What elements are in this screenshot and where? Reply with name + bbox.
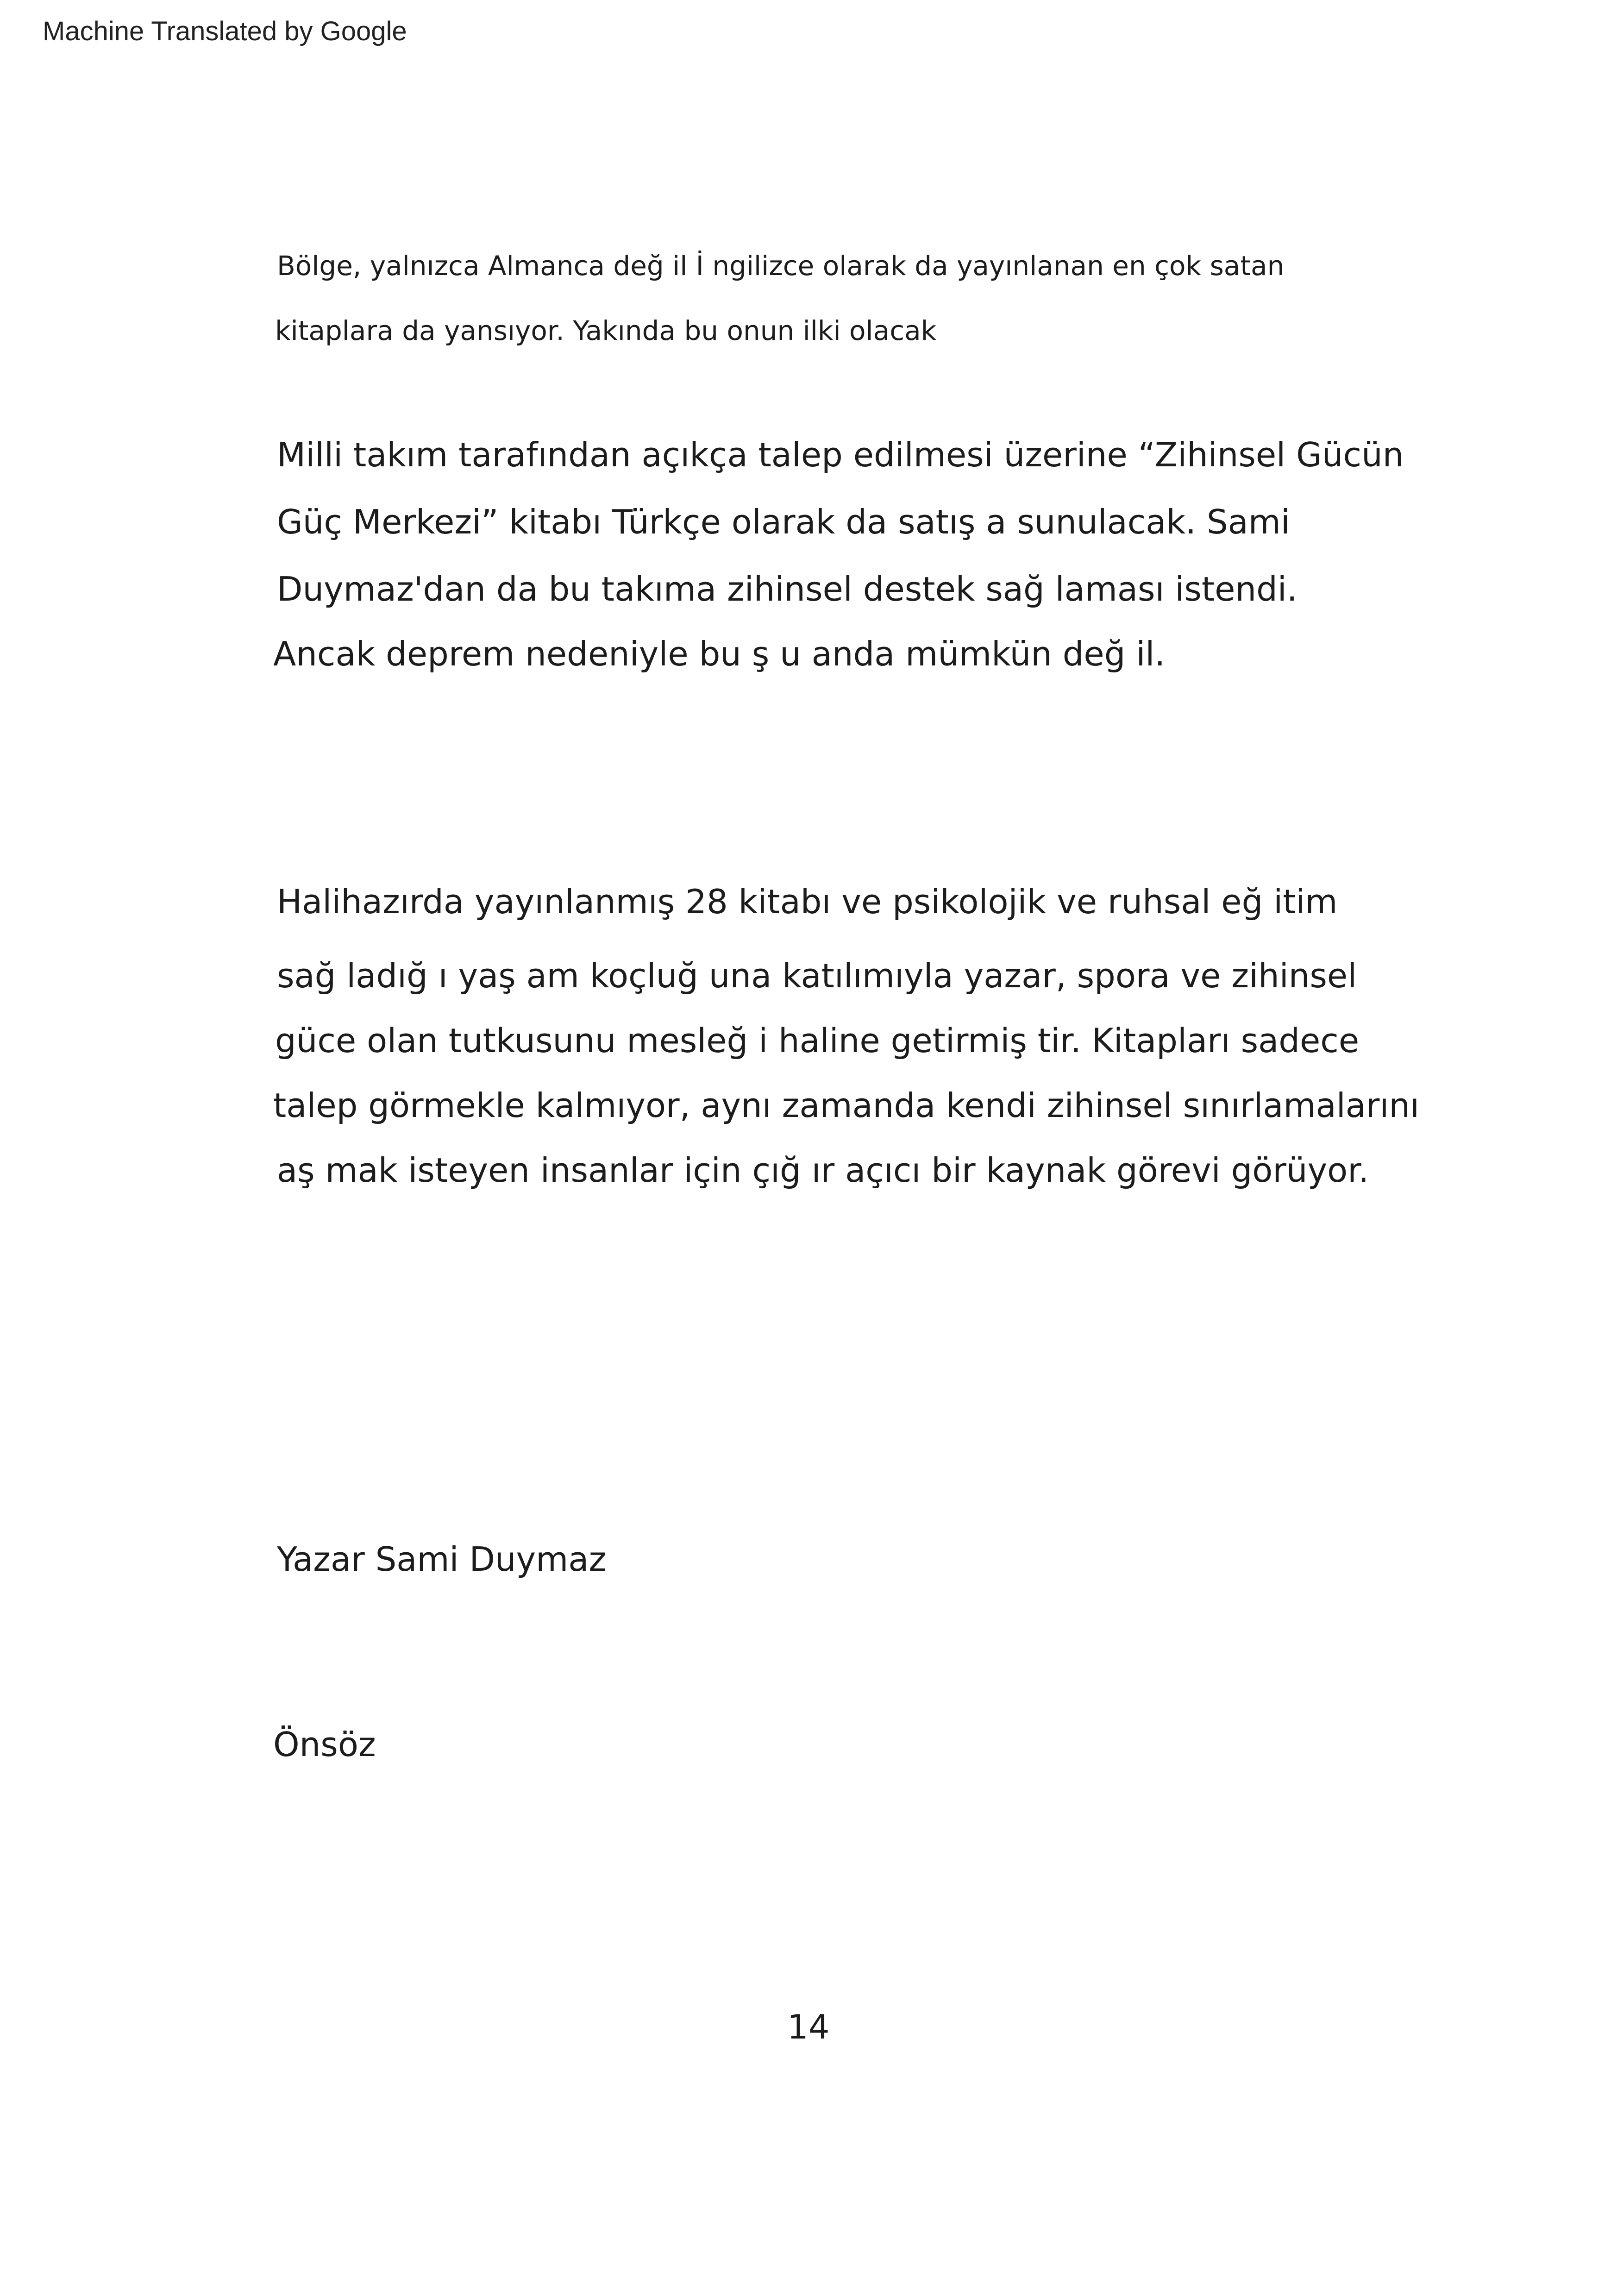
intro-line-2: kitaplara da yansıyor. Yakında bu onun ilki olacak — [275, 315, 937, 346]
paragraph1-line-2: Güç Merkezi” kitabı Türkçe olarak da satış a sunulacak. Sami — [277, 502, 1290, 541]
paragraph2-line-2: sağ ladığ ı yaş am koçluğ una katılımıyla yazar, spora ve zihinsel — [277, 956, 1357, 995]
paragraph2-line-4: talep görmekle kalmıyor, aynı zamanda kendi zihinsel sınırlamalarını — [273, 1086, 1420, 1125]
author-signature: Yazar Sami Duymaz — [277, 1540, 607, 1579]
paragraph1-line-4: Ancak deprem nedeniyle bu ş u anda mümkün değ il. — [273, 634, 1166, 673]
paragraph2-line-3: güce olan tutkusunu mesleğ i haline getirmiş tir. Kitapları sadece — [275, 1021, 1360, 1060]
page-number: 14 — [787, 2007, 830, 2046]
machine-translation-note: Machine Translated by Google — [43, 16, 407, 46]
section-heading: Önsöz — [273, 1725, 376, 1764]
intro-line-1: Bölge, yalnızca Almanca değ il İ ngilizce olarak da yayınlanan en çok satan — [277, 250, 1285, 282]
paragraph1-line-3: Duymaz'dan da bu takıma zihinsel destek sağ laması istendi. — [277, 570, 1297, 609]
paragraph1-line-1: Milli takım tarafından açıkça talep edilmesi üzerine “Zihinsel Gücün — [277, 435, 1404, 474]
paragraph2-line-5: aş mak isteyen insanlar için çığ ır açıcı bir kaynak görevi görüyor. — [277, 1151, 1369, 1190]
paragraph2-line-1: Halihazırda yayınlanmış 28 kitabı ve psikolojik ve ruhsal eğ itim — [277, 882, 1338, 921]
